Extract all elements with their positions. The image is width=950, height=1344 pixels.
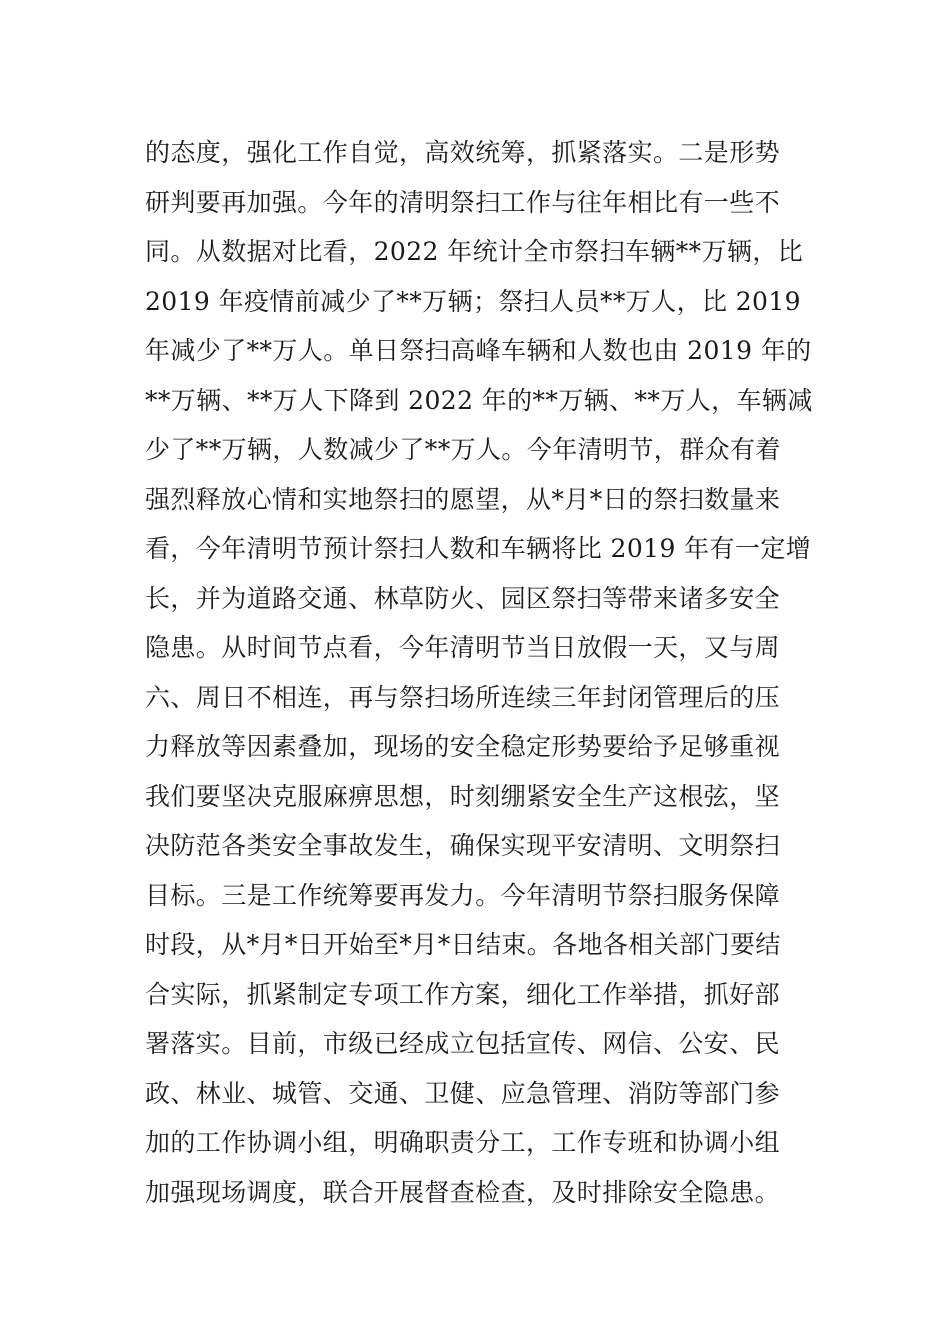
text-line: 隐患。从时间节点看，今年清明节当日放假一天，又与周 [145, 633, 781, 662]
text-line: 时段，从*月*日开始至*月*日结束。各地各相关部门要结 [145, 930, 781, 959]
text-line: 年减少了**万人。单日祭扫高峰车辆和人数也由 2019 年的 [145, 336, 812, 365]
text-line: 加强现场调度，联合开展督查检查，及时排除安全隐患。 [145, 1177, 781, 1207]
text-line: 同。从数据对比看，2022 年统计全市祭扫车辆**万辆，比 [145, 237, 804, 266]
body-paragraph [145, 128, 815, 1217]
text-line: 研判要再加强。今年的清明祭扫工作与往年相比有一些不 [145, 187, 781, 217]
text-line: **万辆、**万人下降到 2022 年的**万辆、**万人，车辆减 [145, 385, 813, 415]
text-line: 强烈释放心情和实地祭扫的愿望，从*月*日的祭扫数量来 [145, 484, 781, 514]
text-line: 力释放等因素叠加，现场的安全稳定形势要给予足够重视 [145, 732, 781, 761]
text-line: 决防范各类安全事故发生，确保实现平安清明、文明祭扫 [145, 831, 781, 860]
text-line: 我们要坚决克服麻痹思想，时刻绷紧安全生产这根弦，坚 [145, 781, 781, 811]
text-line: 2019 年疫情前减少了**万辆；祭扫人员**万人，比 2019 [145, 286, 801, 316]
text-line: 合实际，抓紧制定专项工作方案，细化工作举措，抓好部 [145, 979, 781, 1009]
text-line: 政、林业、城管、交通、卫健、应急管理、消防等部门参 [145, 1078, 781, 1108]
text-line: 目标。三是工作统筹要再发力。今年清明节祭扫服务保障 [145, 880, 781, 910]
text-line: 加的工作协调小组，明确职责分工，工作专班和协调小组 [145, 1128, 781, 1157]
text-line: 少了**万辆，人数减少了**万人。今年清明节，群众有着 [145, 435, 781, 464]
text-line: 看，今年清明节预计祭扫人数和车辆将比 2019 年有一定增 [145, 534, 812, 563]
text-line: 的态度，强化工作自觉，高效统筹，抓紧落实。二是形势 [145, 138, 781, 167]
text-line: 长，并为道路交通、林草防火、园区祭扫等带来诸多安全 [145, 583, 781, 613]
text-line: 六、周日不相连，再与祭扫场所连续三年封闭管理后的压 [145, 682, 781, 712]
text-line: 署落实。目前，市级已经成立包括宣传、网信、公安、民 [145, 1029, 781, 1058]
